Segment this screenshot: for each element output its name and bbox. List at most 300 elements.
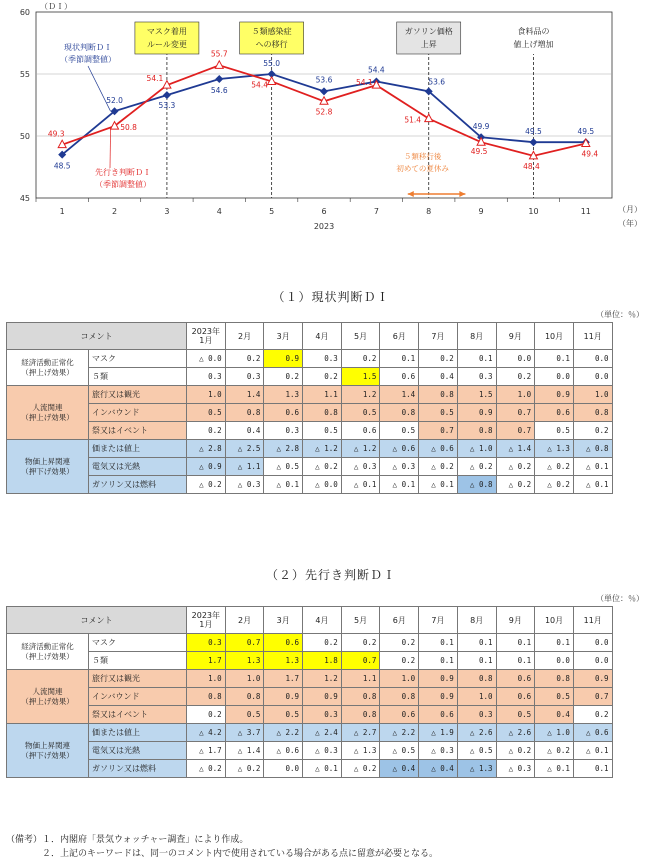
table-row	[7, 386, 613, 404]
value-cell: 0.8	[457, 670, 496, 688]
event-label-line1: マスク着用	[146, 27, 187, 36]
value-cell: 0.3	[187, 634, 226, 652]
value-cell: 0.8	[419, 386, 458, 404]
value-cell: 0.2	[264, 368, 303, 386]
value-cell: 0.2	[187, 422, 226, 440]
value-cell: △ 0.6	[380, 440, 419, 458]
value-cell: △ 0.9	[187, 458, 226, 476]
value-cell: 1.4	[225, 386, 264, 404]
value-cell: 0.2	[225, 350, 264, 368]
event-label-line2: 上昇	[420, 40, 437, 49]
value-cell: △ 0.2	[419, 458, 458, 476]
value-cell: 0.5	[535, 422, 574, 440]
value-cell: △ 0.3	[380, 458, 419, 476]
x-unit-month: （月）	[618, 205, 642, 214]
value-cell: 0.9	[573, 670, 612, 688]
header-month: 9月	[496, 607, 535, 634]
value-cell: 0.6	[496, 688, 535, 706]
series-name-outlook-1: 先行き判断ＤＩ	[95, 168, 151, 177]
value-cell: 0.1	[457, 634, 496, 652]
data-label-outlook: 51.4	[404, 115, 422, 125]
value-cell: 0.6	[264, 404, 303, 422]
header-month: 6月	[380, 323, 419, 350]
value-cell: △ 0.4	[380, 760, 419, 778]
data-label-current: 53.6	[315, 75, 333, 85]
data-label-current: 54.4	[368, 65, 385, 75]
data-label-current: 49.5	[577, 127, 595, 137]
table-row	[7, 422, 613, 440]
span-note-line1: ５類移行後	[403, 152, 442, 161]
data-label-current: 55.0	[263, 59, 280, 68]
value-cell: △ 0.5	[264, 458, 303, 476]
header-month: 4月	[303, 323, 342, 350]
value-cell: △ 2.2	[264, 724, 303, 742]
value-cell: 0.7	[573, 688, 612, 706]
value-cell: 0.8	[225, 404, 264, 422]
header-comment: コメント	[7, 323, 187, 350]
value-cell: 0.8	[380, 688, 419, 706]
value-cell: △ 0.1	[573, 458, 612, 476]
value-cell: 0.1	[457, 652, 496, 670]
value-cell: 0.1	[496, 634, 535, 652]
value-cell: 0.0	[496, 350, 535, 368]
group-label: 経済活動正常化 （押上げ効果）	[7, 634, 89, 670]
table-row	[7, 688, 613, 706]
value-cell: △ 0.6	[573, 724, 612, 742]
value-cell: 0.6	[264, 634, 303, 652]
data-label-current: 53.3	[158, 101, 176, 111]
keyword-cell: 価または値上	[89, 724, 187, 742]
keyword-cell: マスク	[89, 634, 187, 652]
value-cell: 1.7	[264, 670, 303, 688]
data-label-current: 49.9	[472, 122, 490, 132]
value-cell: 0.1	[419, 634, 458, 652]
table-row	[7, 760, 613, 778]
value-cell: 1.1	[303, 386, 342, 404]
value-cell: △ 0.2	[187, 476, 226, 494]
x-tick-label: 2	[111, 207, 118, 216]
value-cell: 0.6	[380, 706, 419, 724]
header-month: 10月	[535, 607, 574, 634]
value-cell: △ 2.5	[225, 440, 264, 458]
value-cell: 0.8	[225, 688, 264, 706]
x-tick-label: 4	[216, 207, 222, 216]
value-cell: △ 0.3	[496, 760, 535, 778]
value-cell: △ 0.2	[535, 476, 574, 494]
data-label-outlook: 48.4	[523, 161, 540, 171]
value-cell: 0.9	[457, 404, 496, 422]
value-cell: 1.3	[264, 652, 303, 670]
value-cell: 0.5	[496, 706, 535, 724]
value-cell: 0.5	[303, 422, 342, 440]
header-month: 5月	[341, 607, 380, 634]
value-cell: △ 0.1	[341, 476, 380, 494]
value-cell: 0.1	[573, 760, 612, 778]
value-cell: △ 0.2	[535, 458, 574, 476]
value-cell: △ 0.8	[573, 440, 612, 458]
series-name-current-2: （季節調整値）	[60, 55, 116, 64]
note-1: （備考）１．内閣府「景気ウォッチャー調査」により作成。	[6, 835, 249, 845]
value-cell: △ 2.6	[457, 724, 496, 742]
value-cell: 0.6	[380, 368, 419, 386]
value-cell: △ 0.2	[496, 458, 535, 476]
value-cell: 1.0	[380, 670, 419, 688]
value-cell: △ 0.3	[341, 458, 380, 476]
header-month: 11月	[573, 607, 612, 634]
value-cell: 0.1	[457, 350, 496, 368]
event-label-line1: 食料品の	[517, 27, 550, 36]
y-tick-label: 50	[19, 132, 30, 141]
data-label-outlook: 52.8	[315, 107, 333, 117]
value-cell: △ 2.8	[264, 440, 303, 458]
value-cell: 1.5	[457, 386, 496, 404]
table-row	[7, 724, 613, 742]
value-cell: △ 0.5	[457, 742, 496, 760]
value-cell: 0.0	[573, 652, 612, 670]
value-cell: △ 0.1	[380, 476, 419, 494]
value-cell: 0.0	[573, 368, 612, 386]
value-cell: 0.1	[535, 634, 574, 652]
value-cell: 0.1	[380, 350, 419, 368]
value-cell: 0.3	[264, 422, 303, 440]
header-month: 2023年 1月	[187, 607, 226, 634]
value-cell: △ 1.0	[457, 440, 496, 458]
x-tick-label: 9	[478, 207, 484, 216]
table2-unit: （単位：％）	[596, 594, 644, 603]
value-cell: △ 0.1	[535, 760, 574, 778]
header-month: 3月	[264, 607, 303, 634]
table-row	[7, 440, 613, 458]
value-cell: △ 3.7	[225, 724, 264, 742]
value-cell: 1.0	[187, 386, 226, 404]
value-cell: 0.8	[341, 688, 380, 706]
table2-outlook-di	[6, 606, 613, 778]
keyword-cell: ５類	[89, 652, 187, 670]
value-cell: 1.3	[225, 652, 264, 670]
y-tick-label: 60	[19, 8, 30, 17]
value-cell: 0.0	[535, 368, 574, 386]
value-cell: △ 1.3	[457, 760, 496, 778]
value-cell: 0.2	[303, 634, 342, 652]
data-label-outlook: 54.1	[146, 74, 164, 84]
value-cell: △ 0.3	[303, 742, 342, 760]
value-cell: 0.2	[419, 350, 458, 368]
value-cell: △ 0.3	[419, 742, 458, 760]
event-label-line1: ガソリン価格	[404, 27, 453, 36]
value-cell: 0.7	[225, 634, 264, 652]
keyword-cell: 旅行又は観光	[89, 386, 187, 404]
value-cell: △ 0.5	[380, 742, 419, 760]
table-row	[7, 652, 613, 670]
value-cell: 0.9	[264, 688, 303, 706]
data-label-outlook: 55.7	[210, 49, 228, 59]
value-cell: 1.2	[341, 386, 380, 404]
value-cell: 0.1	[496, 652, 535, 670]
keyword-cell: マスク	[89, 350, 187, 368]
header-month: 2月	[225, 607, 264, 634]
x-tick-label: 3	[164, 207, 170, 216]
value-cell: 0.8	[457, 422, 496, 440]
value-cell: 0.2	[187, 706, 226, 724]
value-cell: △ 0.2	[535, 742, 574, 760]
value-cell: 0.0	[573, 634, 612, 652]
value-cell: 0.2	[380, 634, 419, 652]
keyword-cell: ガソリン又は燃料	[89, 760, 187, 778]
value-cell: 0.8	[303, 404, 342, 422]
data-label-outlook: 54.1	[356, 78, 373, 88]
value-cell: 0.7	[496, 422, 535, 440]
table-row	[7, 634, 613, 652]
table-row	[7, 350, 613, 368]
value-cell: △ 0.8	[457, 476, 496, 494]
note-2: ２．上記のキーワードは、同一のコメント内で使用されている場合がある点に留意が必要となる。	[6, 849, 439, 859]
value-cell: 0.4	[225, 422, 264, 440]
group-label: 人流関連 （押上げ効果）	[7, 670, 89, 724]
value-cell: △ 1.2	[303, 440, 342, 458]
value-cell: 0.9	[535, 386, 574, 404]
data-label-current: 48.5	[53, 161, 71, 171]
keyword-cell: ５類	[89, 368, 187, 386]
value-cell: △ 0.2	[225, 760, 264, 778]
value-cell: △ 0.3	[225, 476, 264, 494]
value-cell: 0.2	[303, 368, 342, 386]
y-tick-label: 45	[19, 194, 30, 203]
value-cell: 1.4	[380, 386, 419, 404]
x-tick-label: 8	[426, 207, 432, 216]
value-cell: △ 0.1	[264, 476, 303, 494]
value-cell: △ 0.1	[419, 476, 458, 494]
value-cell: 0.7	[496, 404, 535, 422]
keyword-cell: インバウンド	[89, 404, 187, 422]
header-month: 7月	[419, 323, 458, 350]
group-label: 経済活動正常化 （押上げ効果）	[7, 350, 89, 386]
x-tick-label: 6	[321, 207, 327, 216]
value-cell: 1.0	[496, 386, 535, 404]
value-cell: △ 0.2	[457, 458, 496, 476]
data-label-outlook: 49.5	[470, 147, 488, 157]
table1-unit: （単位：％）	[596, 310, 644, 319]
value-cell: 0.9	[303, 688, 342, 706]
header-month: 3月	[264, 323, 303, 350]
table-row	[7, 404, 613, 422]
value-cell: 0.2	[496, 368, 535, 386]
value-cell: 0.1	[419, 652, 458, 670]
value-cell: 0.2	[380, 652, 419, 670]
header-month: 11月	[573, 323, 612, 350]
value-cell: 0.6	[341, 422, 380, 440]
value-cell: △ 0.2	[187, 760, 226, 778]
keyword-cell: 旅行又は観光	[89, 670, 187, 688]
data-label-current: 49.5	[525, 127, 542, 137]
value-cell: 0.8	[573, 404, 612, 422]
header-month: 8月	[457, 323, 496, 350]
value-cell: △ 0.2	[303, 458, 342, 476]
value-cell: 1.0	[225, 670, 264, 688]
value-cell: 1.3	[264, 386, 303, 404]
value-cell: △ 1.3	[341, 742, 380, 760]
value-cell: 0.5	[535, 688, 574, 706]
value-cell: 0.5	[419, 404, 458, 422]
value-cell: 0.9	[419, 688, 458, 706]
table-row	[7, 476, 613, 494]
value-cell: △ 1.1	[225, 458, 264, 476]
value-cell: △ 0.4	[419, 760, 458, 778]
value-cell: 1.0	[457, 688, 496, 706]
value-cell: 0.5	[380, 422, 419, 440]
value-cell: 0.3	[303, 350, 342, 368]
x-tick-label: 11	[580, 207, 591, 216]
y-axis-label: （ＤＩ）	[40, 2, 72, 11]
value-cell: △ 2.7	[341, 724, 380, 742]
value-cell: 0.7	[419, 422, 458, 440]
value-cell: 0.5	[341, 404, 380, 422]
header-month: 7月	[419, 607, 458, 634]
table1-current-di	[6, 322, 613, 494]
x-tick-label: 5	[269, 207, 275, 216]
header-comment: コメント	[7, 607, 187, 634]
value-cell: 0.0	[535, 652, 574, 670]
event-label-line2: への移行	[255, 40, 288, 49]
table-row	[7, 706, 613, 724]
value-cell: 0.8	[535, 670, 574, 688]
header-month: 6月	[380, 607, 419, 634]
x-tick-label: 10	[528, 207, 539, 216]
value-cell: 0.2	[573, 706, 612, 724]
data-label-outlook: 54.4	[251, 80, 268, 90]
value-cell: △ 2.4	[303, 724, 342, 742]
value-cell: △ 1.3	[535, 440, 574, 458]
value-cell: 0.6	[419, 706, 458, 724]
group-label: 物価上昇関連 （押下げ効果）	[7, 724, 89, 778]
table-row	[7, 458, 613, 476]
value-cell: △ 0.1	[303, 760, 342, 778]
value-cell: 0.2	[573, 422, 612, 440]
header-month: 10月	[535, 323, 574, 350]
series-name-outlook-2: （季節調整値）	[95, 180, 151, 189]
value-cell: △ 0.0	[303, 476, 342, 494]
group-label: 人流関連 （押上げ効果）	[7, 386, 89, 440]
value-cell: 0.2	[341, 634, 380, 652]
value-cell: 0.9	[419, 670, 458, 688]
value-cell: 1.0	[573, 386, 612, 404]
value-cell: △ 1.4	[496, 440, 535, 458]
value-cell: △ 2.8	[187, 440, 226, 458]
value-cell: △ 1.2	[341, 440, 380, 458]
di-line-chart	[0, 0, 662, 240]
value-cell: △ 0.0	[187, 350, 226, 368]
table-row	[7, 670, 613, 688]
value-cell: 0.3	[457, 368, 496, 386]
value-cell: △ 1.7	[187, 742, 226, 760]
value-cell: 0.6	[496, 670, 535, 688]
table-row	[7, 368, 613, 386]
header-month: 8月	[457, 607, 496, 634]
value-cell: △ 0.6	[264, 742, 303, 760]
notes	[6, 833, 438, 861]
series-name-current-1: 現状判断ＤＩ	[64, 43, 112, 52]
value-cell: △ 0.2	[496, 476, 535, 494]
data-label-outlook: 50.8	[120, 123, 137, 133]
value-cell: 1.8	[303, 652, 342, 670]
span-note-line2: 初めての夏休み	[396, 164, 449, 173]
value-cell: 0.5	[225, 706, 264, 724]
value-cell: 0.2	[341, 350, 380, 368]
keyword-cell: 電気又は光熱	[89, 458, 187, 476]
value-cell: 0.8	[380, 404, 419, 422]
value-cell: 0.9	[264, 350, 303, 368]
header-month: 2023年 1月	[187, 323, 226, 350]
keyword-cell: 価または値上	[89, 440, 187, 458]
value-cell: 0.4	[419, 368, 458, 386]
data-label-outlook: 49.4	[581, 149, 599, 159]
value-cell: △ 2.6	[496, 724, 535, 742]
value-cell: 0.7	[341, 652, 380, 670]
data-label-outlook: 49.3	[47, 129, 65, 139]
table2-title: （２）先行き判断ＤＩ	[265, 568, 396, 582]
value-cell: △ 1.9	[419, 724, 458, 742]
value-cell: 0.1	[535, 350, 574, 368]
table-row	[7, 742, 613, 760]
value-cell: △ 2.2	[380, 724, 419, 742]
value-cell: 1.7	[187, 652, 226, 670]
value-cell: △ 1.4	[225, 742, 264, 760]
keyword-cell: 祭又はイベント	[89, 422, 187, 440]
value-cell: △ 1.0	[535, 724, 574, 742]
value-cell: △ 0.2	[341, 760, 380, 778]
value-cell: 0.4	[535, 706, 574, 724]
value-cell: 1.5	[341, 368, 380, 386]
value-cell: △ 0.1	[573, 742, 612, 760]
x-tick-label: 1	[59, 207, 65, 216]
value-cell: 1.1	[341, 670, 380, 688]
event-label-line2: 値上げ増加	[513, 40, 554, 49]
value-cell: 0.5	[264, 706, 303, 724]
value-cell: 1.2	[303, 670, 342, 688]
value-cell: 1.0	[187, 670, 226, 688]
y-tick-label: 55	[19, 70, 30, 79]
header-month: 5月	[341, 323, 380, 350]
header-month: 4月	[303, 607, 342, 634]
table1-title: （１）現状判断ＤＩ	[272, 290, 390, 304]
value-cell: 0.6	[535, 404, 574, 422]
data-label-current: 53.6	[428, 77, 446, 87]
keyword-cell: インバウンド	[89, 688, 187, 706]
value-cell: 0.0	[264, 760, 303, 778]
event-label-line1: ５類感染症	[251, 27, 292, 36]
value-cell: 0.8	[341, 706, 380, 724]
value-cell: △ 0.2	[496, 742, 535, 760]
header-month: 2月	[225, 323, 264, 350]
x-unit-year: （年）	[618, 219, 642, 228]
x-tick-label: 7	[373, 207, 379, 216]
data-label-current: 52.0	[106, 96, 123, 106]
value-cell: 0.3	[303, 706, 342, 724]
keyword-cell: 祭又はイベント	[89, 706, 187, 724]
value-cell: △ 0.1	[573, 476, 612, 494]
keyword-cell: 電気又は光熱	[89, 742, 187, 760]
data-label-current: 54.6	[210, 85, 228, 95]
event-label-line2: ルール変更	[146, 40, 187, 49]
keyword-cell: ガソリン又は燃料	[89, 476, 187, 494]
header-month: 9月	[496, 323, 535, 350]
value-cell: △ 0.6	[419, 440, 458, 458]
value-cell: 0.0	[573, 350, 612, 368]
value-cell: 0.5	[187, 404, 226, 422]
value-cell: △ 4.2	[187, 724, 226, 742]
value-cell: 0.8	[187, 688, 226, 706]
x-year-label: 2023	[313, 222, 335, 231]
value-cell: 0.3	[457, 706, 496, 724]
